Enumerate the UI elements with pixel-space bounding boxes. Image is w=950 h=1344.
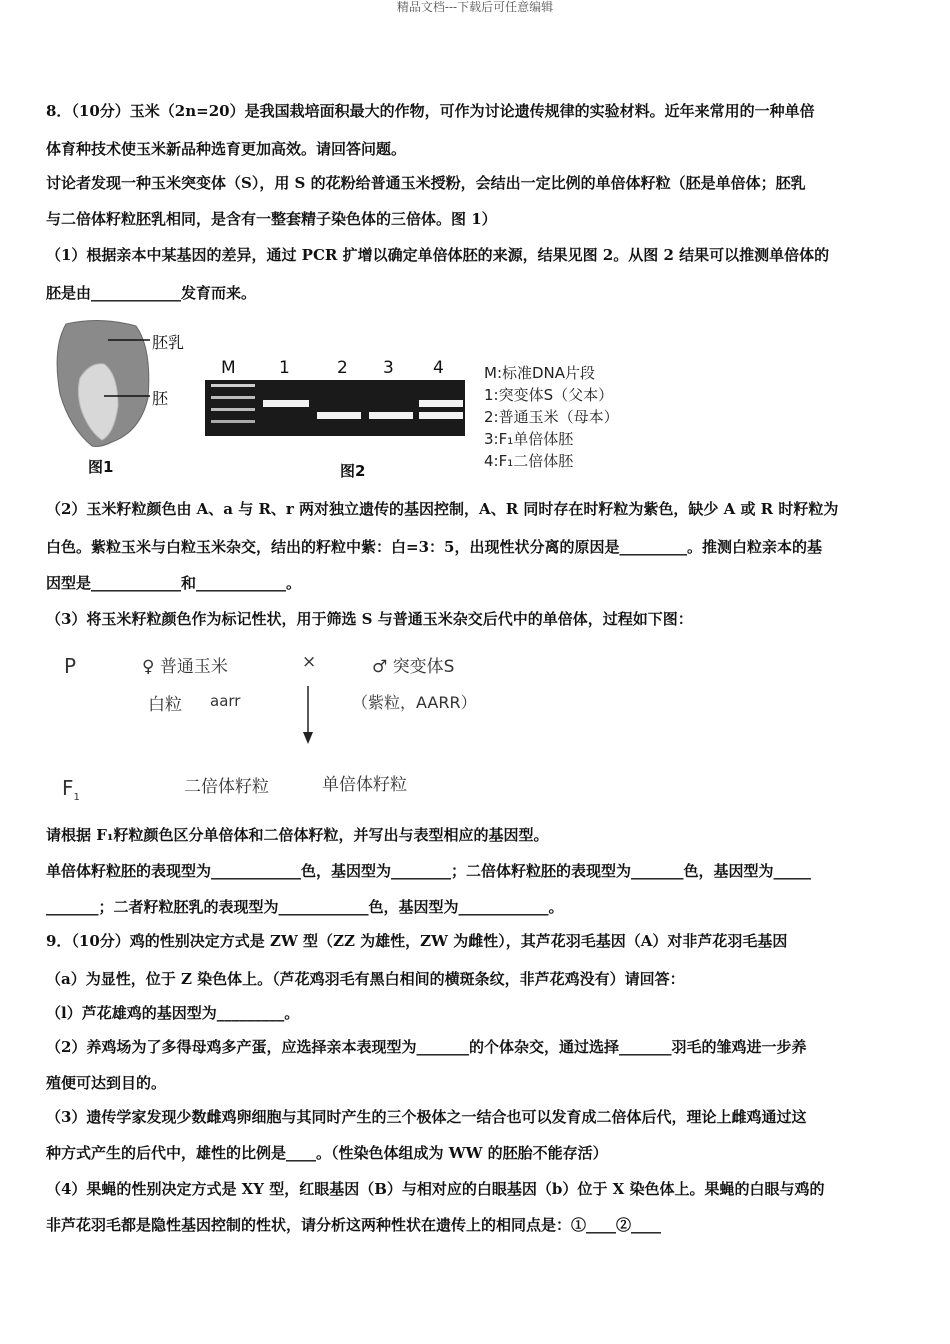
text-line: _______；二者籽粒胚乳的表现型为____________色，基因型为____________。: [46, 898, 564, 916]
legend-item: 3:F₁单倍体胚: [484, 430, 574, 448]
text-line: 体育种技术使玉米新品种选育更加高效。请回答问题。: [46, 140, 407, 158]
lane-label: 4: [433, 358, 444, 378]
lane-label: 3: [383, 358, 394, 378]
lane-label: 2: [337, 358, 348, 378]
cross-male: ♂ 突变体S: [372, 657, 455, 677]
text-line: 非芦花羽毛都是隐性基因控制的性状，请分析这两种性状在遗传上的相同点是：①____②____: [46, 1216, 662, 1234]
f1-subscript: 1: [73, 792, 80, 803]
legend-item: M:标准DNA片段: [484, 364, 596, 382]
text-line: （4）果蝇的性别决定方式是 XY 型，红眼基因（B）与相对应的白眼基因（b）位于 X 染色体上。果蝇的白眼与鸡的: [46, 1180, 825, 1198]
cross-female: ♀ 普通玉米: [142, 657, 228, 677]
cross-f1-label: [62, 776, 80, 803]
cross-p-label: P: [64, 654, 77, 678]
label-endosperm: 胚乳: [152, 333, 185, 352]
text-line: 单倍体籽粒胚的表现型为____________色，基因型为________；二倍体籽粒胚的表现型为_______色，基因型为_____: [46, 862, 812, 880]
kernel-illustration: [50, 318, 210, 480]
legend-item: 1:突变体S（父本）: [484, 386, 614, 404]
text-line: （3）遗传学家发现少数雌鸡卵细胞与其同时产生的三个极体之一结合也可以发育成二倍体后代，理论上雌鸡通过这: [46, 1108, 807, 1126]
text-line: 请根据 F₁籽粒颜色区分单倍体和二倍体籽粒，并写出与表型相应的基因型。: [46, 826, 549, 844]
text-line: （l）芦花雄鸡的基因型为_________。: [46, 1004, 300, 1022]
text-line: 讨论者发现一种玉米突变体（S），用 S 的花粉给普通玉米授粉，会结出一定比例的单倍体籽粒（胚是单倍体；胚乳: [46, 174, 806, 192]
figure-2: [205, 354, 475, 484]
text-line: 种方式产生的后代中，雄性的比例是____。（性染色体组成为 WW 的胚胎不能存活）: [46, 1144, 608, 1162]
cross-diploid: 二倍体籽粒: [184, 777, 269, 797]
text-line: （1）根据亲本中某基因的差异，通过 PCR 扩增以确定单倍体胚的来源，结果见图 2。从图 2 结果可以推测单倍体的: [46, 246, 830, 264]
text-line: （2）养鸡场为了多得母鸡多产蛋，应选择亲本表现型为_______的个体杂交，通过选择_______羽毛的雏鸡进一步养: [46, 1038, 807, 1056]
lane-label: 1: [279, 358, 290, 378]
figure-1-caption: 图1: [88, 458, 114, 476]
cross-haploid: 单倍体籽粒: [322, 775, 407, 795]
cross-male-trait: （紫粒，AARR）: [352, 693, 477, 712]
figure-1: [50, 318, 210, 480]
f1-letter: F: [62, 776, 74, 800]
text-line: 9．（10分）鸡的性别决定方式是 ZW 型（ZZ 为雄性，ZW 为雌性），其芦花羽毛基因（A）对非芦花羽毛基因: [46, 932, 788, 950]
page-header: 精品文档---下载后可任意编辑: [396, 0, 554, 14]
text-line: （2）玉米籽粒颜色由 A、a 与 R、r 两对独立遗传的基因控制，A、R 同时存在时籽粒为紫色，缺少 A 或 R 时籽粒为: [46, 500, 839, 518]
text-line: 8．（10分）玉米（2n=20）是我国栽培面积最大的作物，可作为讨论遗传规律的实验材料。近年来常用的一种单倍: [46, 102, 815, 120]
text-line: 与二倍体籽粒胚乳相同，是含有一整套精子染色体的三倍体。图 1）: [46, 210, 497, 228]
text-line: （a）为显性，位于 Z 染色体上。（芦花鸡羽毛有黑白相间的横斑条纹，非芦花鸡没有）请回答：: [46, 970, 685, 988]
figure-2-caption: 图2: [340, 462, 366, 480]
text-line: （3）将玉米籽粒颜色作为标记性状，用于筛选 S 与普通玉米杂交后代中的单倍体，过程如下图：: [46, 610, 693, 628]
lane-label: M: [221, 358, 236, 378]
cross-female-genotype: aarr: [210, 692, 241, 710]
cross-times: ×: [302, 652, 317, 672]
text-line: 白色。紫粒玉米与白粒玉米杂交，结出的籽粒中紫：白=3：5，出现性状分离的原因是_________。推测白粒亲本的基: [46, 538, 822, 556]
arrow-down-icon: [300, 686, 316, 746]
legend-item: 2:普通玉米（母本）: [484, 408, 619, 426]
gel-image: [205, 380, 467, 440]
cross-female-trait: 白粒: [148, 695, 182, 715]
text-line: 因型是____________和____________。: [46, 574, 302, 592]
legend-item: 4:F₁二倍体胚: [484, 452, 574, 470]
text-line: 殖便可达到目的。: [46, 1074, 167, 1092]
label-embryo: 胚: [152, 389, 169, 408]
text-line: 胚是由____________发育而来。: [46, 284, 257, 302]
